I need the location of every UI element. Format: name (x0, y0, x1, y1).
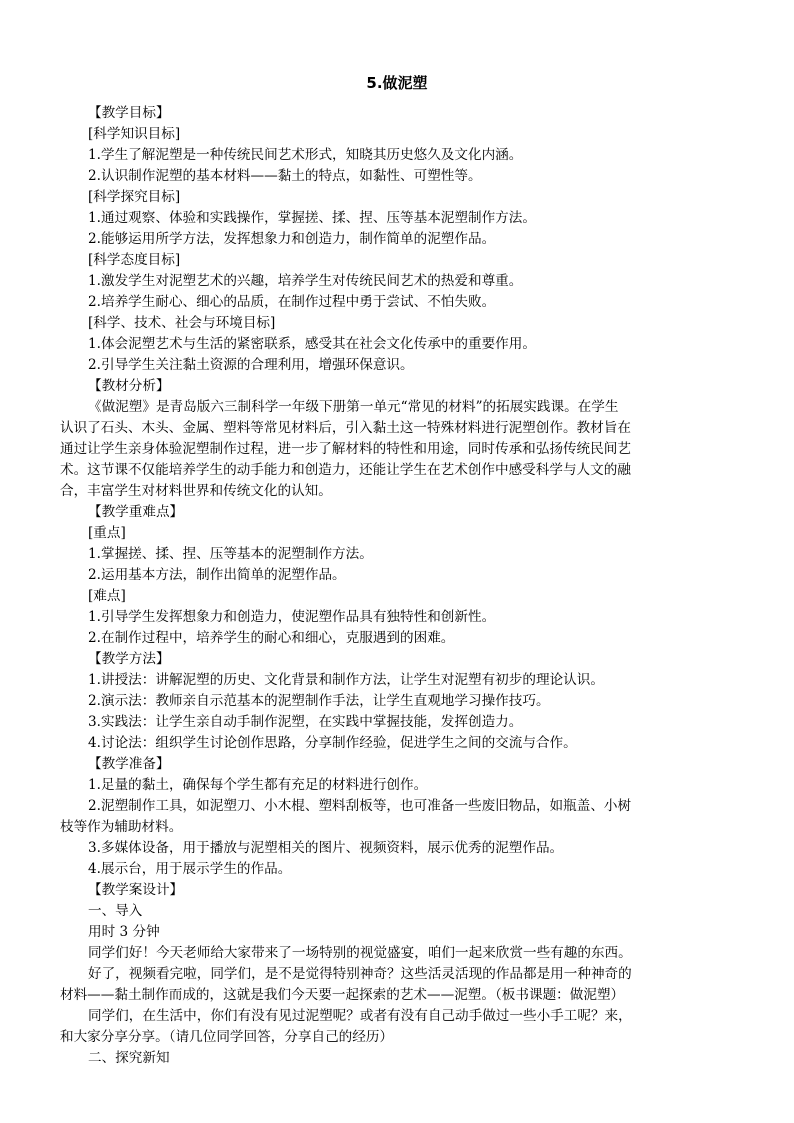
text-line: 3.实践法：让学生亲自动手制作泥塑，在实践中掌握技能，发挥创造力。 (88, 714, 523, 730)
text-line: 2.引导学生关注黏土资源的合理利用，增强环保意识。 (88, 357, 414, 373)
text-line: 4.展示台，用于展示学生的作品。 (88, 861, 292, 877)
text-line-continuation: 合，丰富学生对材料世界和传统文化的认知。 (60, 483, 332, 499)
text-line: 【教材分析】 (88, 378, 170, 394)
text-line: 用时 3 分钟 (88, 924, 160, 940)
text-line: 2.泥塑制作工具，如泥塑刀、小木棍、塑料刮板等，也可准备一些废旧物品，如瓶盖、小树 (88, 798, 632, 814)
document-title: 5.做泥塑 (366, 74, 428, 92)
text-line: 1.学生了解泥塑是一种传统民间艺术形式，知晓其历史悠久及文化内涵。 (88, 147, 523, 163)
text-line: [难点] (88, 588, 126, 604)
text-line: 1.掌握搓、揉、捏、压等基本的泥塑制作方法。 (88, 546, 373, 562)
text-line: 2.认识制作泥塑的基本材料——黏土的特点，如黏性、可塑性等。 (88, 168, 482, 184)
document-body (60, 103, 733, 1069)
text-line-continuation: 和大家分享分享。（请几位同学回答，分享自己的经历） (60, 1029, 394, 1045)
text-line-continuation: 枝等作为辅助材料。 (60, 819, 183, 835)
text-line: 【教学案设计】 (88, 882, 184, 898)
text-line: 1.讲授法：讲解泥塑的历史、文化背景和制作方法，让学生对泥塑有初步的理论认识。 (88, 672, 604, 688)
text-line: 1.引导学生发挥想象力和创造力，使泥塑作品具有独特性和创新性。 (88, 609, 496, 625)
text-line-continuation: 通过让学生亲身体验泥塑制作过程，进一步了解材料的特性和用途，同时传承和弘扬传统民间艺 (60, 441, 631, 457)
text-line: 1.足量的黏土，确保每个学生都有充足的材料进行创作。 (88, 777, 428, 793)
text-line: 4.讨论法：组织学生讨论创作思路，分享制作经验，促进学生之间的交流与合作。 (88, 735, 577, 751)
text-line: 1.激发学生对泥塑艺术的兴趣，培养学生对传统民间艺术的热爱和尊重。 (88, 273, 523, 289)
text-line-continuation: 材料——黏土制作而成的，这就是我们今天要一起探索的艺术——泥塑。（板书课题：做泥塑） (60, 987, 625, 1003)
text-line: 二、探究新知 (88, 1050, 170, 1066)
text-line: [科学探究目标] (88, 189, 181, 205)
text-line: [科学态度目标] (88, 252, 181, 268)
text-line: 【教学准备】 (88, 756, 170, 772)
text-line: 【教学方法】 (88, 651, 170, 667)
text-line: 3.多媒体设备，用于播放与泥塑相关的图片、视频资料，展示优秀的泥塑作品。 (88, 840, 564, 856)
text-line: 2.演示法：教师亲自示范基本的泥塑制作手法，让学生直观地学习操作技巧。 (88, 693, 550, 709)
text-line-continuation: 术。这节课不仅能培养学生的动手能力和创造力，还能让学生在艺术创作中感受科学与人文的融 (60, 462, 631, 478)
text-line: 1.体会泥塑艺术与生活的紧密联系，感受其在社会文化传承中的重要作用。 (88, 336, 536, 352)
text-line: 2.运用基本方法，制作出简单的泥塑作品。 (88, 567, 346, 583)
text-line: [重点] (88, 525, 126, 541)
text-line: 2.能够运用所学方法，发挥想象力和创造力，制作简单的泥塑作品。 (88, 231, 496, 247)
text-line: 【教学重难点】 (88, 504, 184, 520)
text-line: 同学们，在生活中，你们有没有见过泥塑呢？或者有没有自己动手做过一些小手工呢？来， (88, 1008, 632, 1024)
text-line: 2.培养学生耐心、细心的品质，在制作过程中勇于尝试、不怕失败。 (88, 294, 496, 310)
text-line: 《做泥塑》是青岛版六三制科学一年级下册第一单元“常见的材料”的拓展实践课。在学生 (88, 399, 619, 415)
text-line: 好了，视频看完啦，同学们，是不是觉得特别神奇？这些活灵活现的作品都是用一种神奇的 (88, 966, 632, 982)
text-line: 同学们好！今天老师给大家带来了一场特别的视觉盛宴，咱们一起来欣赏一些有趣的东西。 (88, 945, 632, 961)
text-line: 1.通过观察、体验和实践操作，掌握搓、揉、捏、压等基本泥塑制作方法。 (88, 210, 536, 226)
text-line: [科学、技术、社会与环境目标] (88, 315, 276, 331)
text-line: 2.在制作过程中，培养学生的耐心和细心，克服遇到的困难。 (88, 630, 455, 646)
text-line: 一、导入 (88, 903, 143, 919)
text-line-continuation: 认识了石头、木头、金属、塑料等常见材料后，引入黏土这一特殊材料进行泥塑创作。教材旨在 (60, 420, 631, 436)
text-line: 【教学目标】 (88, 105, 170, 121)
text-line: [科学知识目标] (88, 126, 181, 142)
